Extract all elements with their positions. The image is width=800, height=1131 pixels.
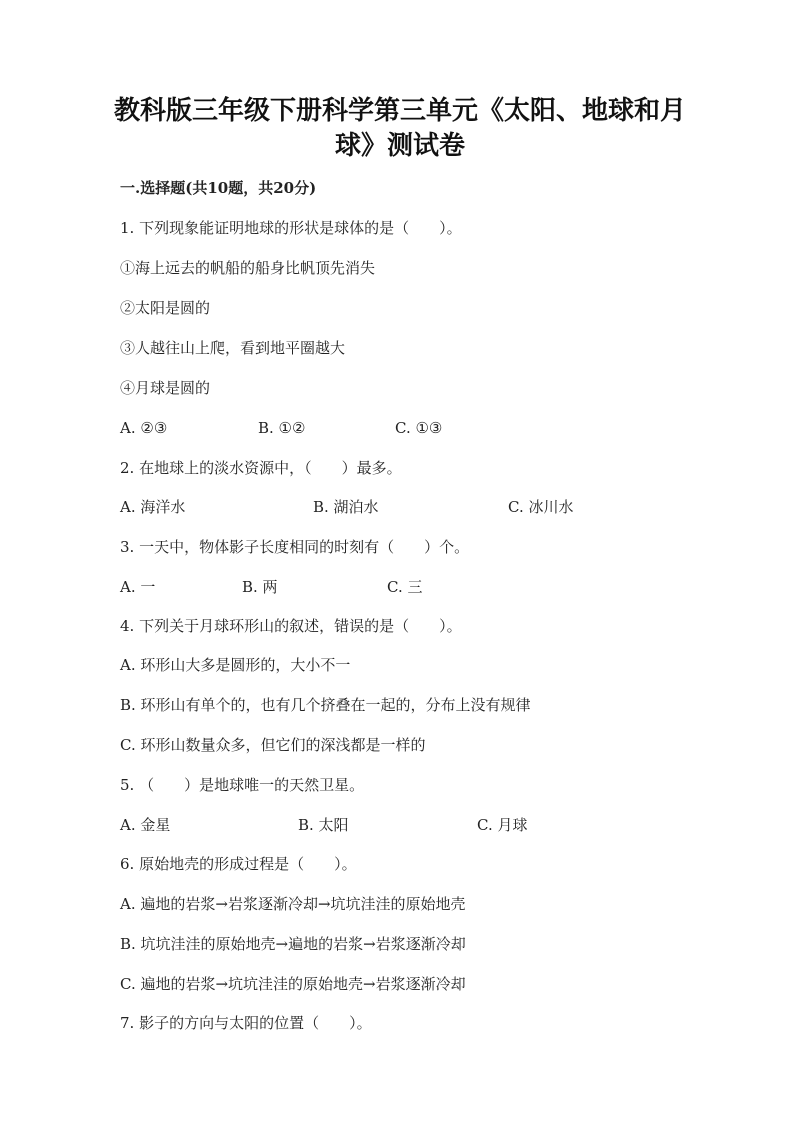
question-2-stem: 2. 在地球上的淡水资源中，（ ）最多。 xyxy=(120,459,402,477)
question-5-option-c: C. 月球 xyxy=(477,816,528,834)
question-5-option-a: A. 金星 xyxy=(120,816,171,834)
question-3-option-a: A. 一 xyxy=(120,578,156,596)
question-3-option-c: C. 三 xyxy=(387,578,423,596)
title-line-2: 球》测试卷 xyxy=(334,131,465,161)
question-3-option-b: B. 两 xyxy=(242,578,278,596)
question-1-item-1: ①海上远去的帆船的船身比帆顶先消失 xyxy=(120,259,376,277)
title-line-1: 教科版三年级下册科学第三单元《太阳、地球和月 xyxy=(113,96,686,126)
question-3-stem: 3. 一天中，物体影子长度相同的时刻有（ ）个。 xyxy=(120,538,470,556)
question-7-stem: 7. 影子的方向与太阳的位置（ ）。 xyxy=(120,1014,372,1032)
question-6-stem: 6. 原始地壳的形成过程是（ ）。 xyxy=(120,855,357,873)
question-1-item-4: ④月球是圆的 xyxy=(120,379,211,397)
question-6-option-a: A. 遍地的岩浆→岩浆逐渐冷却→坑坑洼洼的原始地壳 xyxy=(120,895,466,913)
question-6-option-c: C. 遍地的岩浆→坑坑洼洼的原始地壳→岩浆逐渐冷却 xyxy=(120,975,466,993)
question-1-item-3: ③人越往山上爬，看到地平圈越大 xyxy=(120,339,346,357)
question-4-option-b: B. 环形山有单个的，也有几个挤叠在一起的，分布上没有规律 xyxy=(120,696,531,714)
section-heading: 一.选择题(共10题，共20分) xyxy=(120,179,317,197)
question-1-stem: 1. 下列现象能证明地球的形状是球体的是（ ）。 xyxy=(120,219,462,237)
question-1-item-2: ②太阳是圆的 xyxy=(120,299,211,317)
question-5-stem: 5. （ ）是地球唯一的天然卫星。 xyxy=(120,776,365,794)
question-2-option-c: C. 冰川水 xyxy=(508,498,574,516)
question-1-option-b: B. ①② xyxy=(258,419,306,437)
question-1-option-a: A. ②③ xyxy=(120,419,168,437)
question-6-option-b: B. 坑坑洼洼的原始地壳→遍地的岩浆→岩浆逐渐冷却 xyxy=(120,935,466,953)
question-4-option-c: C. 环形山数量众多，但它们的深浅都是一样的 xyxy=(120,736,426,754)
question-4-option-a: A. 环形山大多是圆形的，大小不一 xyxy=(120,656,351,674)
question-2-option-b: B. 湖泊水 xyxy=(313,498,379,516)
question-1-option-c: C. ①③ xyxy=(395,419,443,437)
question-2-option-a: A. 海洋水 xyxy=(120,498,186,516)
question-4-stem: 4. 下列关于月球环形山的叙述，错误的是（ ）。 xyxy=(120,617,462,635)
question-5-option-b: B. 太阳 xyxy=(298,816,349,834)
